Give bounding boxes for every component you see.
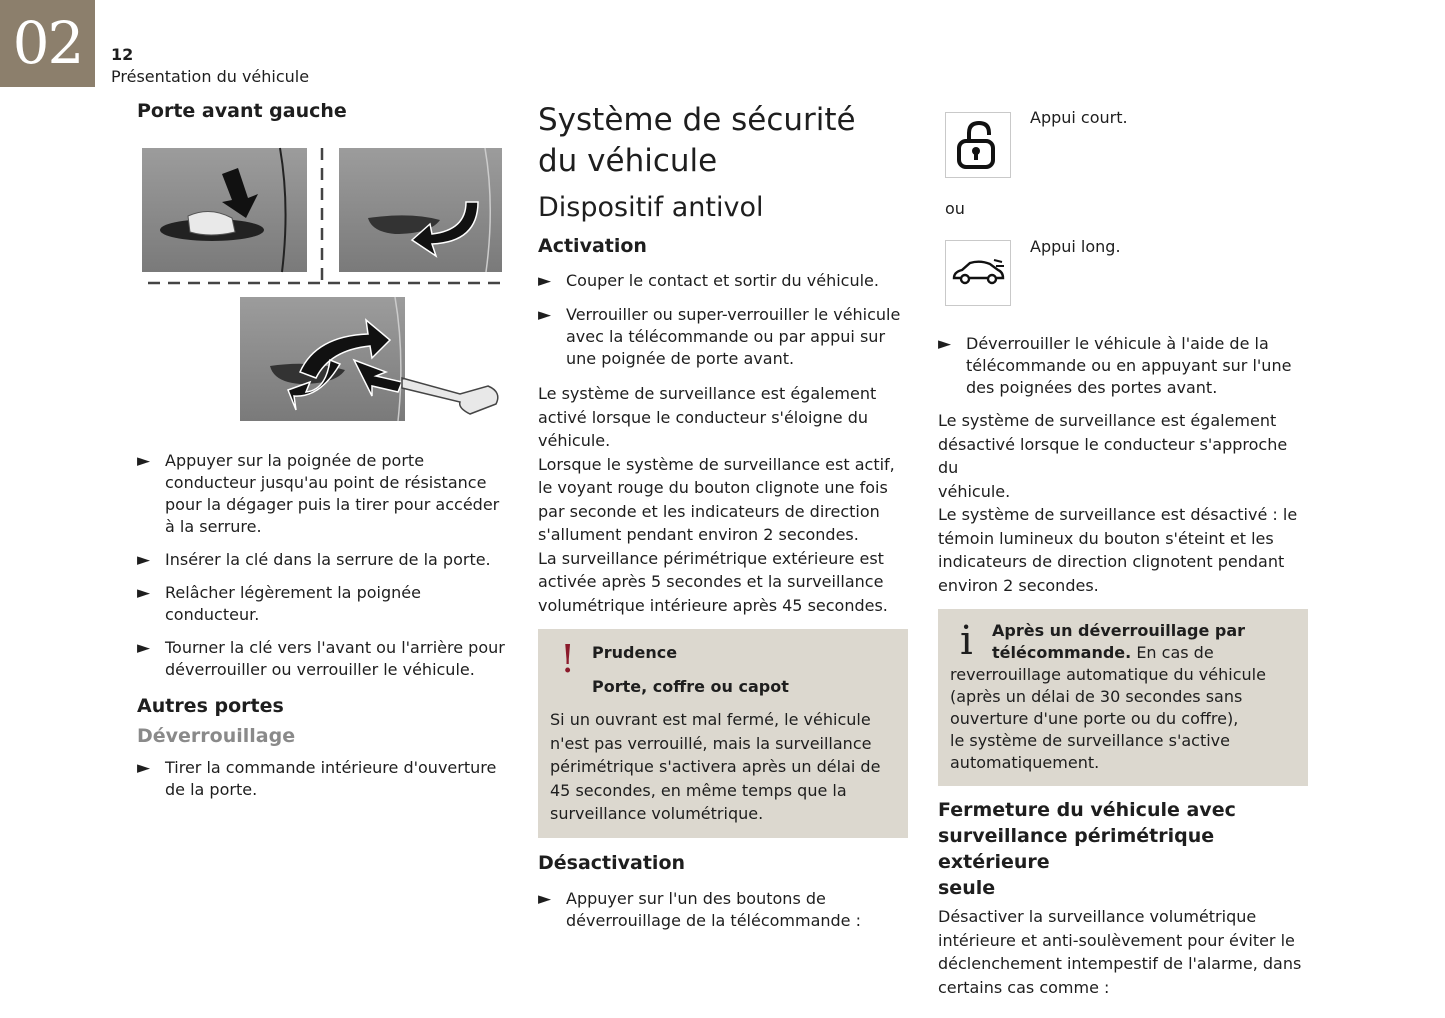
info-line: (après un délai de 30 secondes sans — [950, 687, 1243, 706]
bullet-text: Insérer la clé dans la serrure de la porte. — [165, 550, 491, 569]
bullet-text: Tirer la commande intérieure d'ouverture de la porte. — [165, 758, 497, 799]
activation-bullet — [538, 270, 910, 292]
bullet-arrow-icon: ► — [137, 451, 151, 471]
step-3-panel — [240, 297, 498, 421]
or-label: ou — [945, 199, 965, 218]
paragraph-line: intérieure et anti-soulèvement pour éviter le — [938, 930, 1295, 950]
left-column-text — [137, 450, 512, 801]
deactivation-heading: Désactivation — [538, 851, 686, 874]
closing-paragraph — [938, 905, 1310, 999]
bullet-arrow-icon: ► — [538, 305, 552, 325]
paragraph-line: La surveillance périmétrique extérieure est — [538, 548, 884, 568]
other-doors-heading: Autres portes — [137, 695, 284, 717]
step-2-panel — [339, 148, 502, 272]
closing-heading-line: Fermeture du véhicule avec — [938, 799, 1236, 821]
padlock-open-icon — [955, 119, 1001, 171]
unlock-bullet — [938, 333, 1310, 399]
info-bold-text: Après un déverrouillage par — [992, 621, 1246, 640]
paragraph-line: certains cas comme : — [938, 977, 1110, 997]
unlock-icon-box — [945, 112, 1011, 178]
paragraph-line: témoin lumineux du bouton s'éteint et les — [938, 528, 1274, 548]
paragraph-line: indicateurs de direction clignotent pendant — [938, 552, 1285, 571]
paragraph-line: s'allument pendant environ 2 secondes. — [538, 525, 859, 544]
chapter-tab: 02 — [0, 0, 95, 87]
caution-icon: ! — [560, 637, 576, 681]
paragraph-line: par seconde et les indicateurs de direction — [538, 501, 880, 521]
info-line: automatiquement. — [950, 753, 1100, 772]
bullet-text: Déverrouiller le véhicule à l'aide de la télécommande ou en appuyant sur l'une des poignées des portes avant. — [966, 334, 1292, 397]
long-press-label: Appui long. — [1030, 237, 1121, 256]
bullet-text: Tourner la clé vers l'avant ou l'arrière pour déverrouiller ou verrouiller le véhicule. — [165, 638, 505, 679]
bullet-text: Verrouiller ou super-verrouiller le véhicule avec la télécommande ou par appui sur une poignée de porte avant. — [566, 305, 901, 368]
middle-column — [538, 100, 910, 932]
info-icon: i — [960, 618, 973, 664]
activation-bullet — [538, 304, 910, 370]
door-handle-illustration — [140, 146, 510, 426]
bullet-arrow-icon: ► — [137, 758, 151, 778]
caution-line: périmétrique s'activera après un délai de — [550, 757, 881, 776]
bullet-arrow-icon: ► — [538, 271, 552, 291]
bullet-arrow-icon: ► — [137, 583, 151, 603]
car-icon — [950, 258, 1006, 288]
deactivation-paragraph — [938, 409, 1310, 597]
info-text: En cas de — [1131, 643, 1214, 662]
paragraph-line: Désactiver la surveillance volumétrique — [938, 907, 1257, 926]
paragraph-line: véhicule. — [538, 431, 611, 450]
bullet-arrow-icon: ► — [137, 550, 151, 570]
activation-heading: Activation — [538, 235, 647, 257]
paragraph-line: activé lorsque le conducteur s'éloigne du — [538, 407, 868, 427]
paragraph-line: désactivé lorsque le conducteur s'approche du — [938, 434, 1288, 477]
section-main-title: Système de sécurité du véhicule — [538, 102, 856, 179]
caution-box — [538, 629, 908, 838]
paragraph-line: Lorsque le système de surveillance est actif, — [538, 454, 895, 474]
left-bullet — [137, 637, 512, 681]
caution-line: 45 secondes, en même temps que la — [550, 780, 847, 800]
info-line: le système de surveillance s'active — [950, 731, 1230, 750]
paragraph-line: le voyant rouge du bouton clignote une fois — [538, 478, 888, 497]
paragraph-line: Le système de surveillance est désactivé : le — [938, 505, 1298, 524]
paragraph-line: volumétrique intérieure après 45 secondes. — [538, 595, 888, 615]
closing-heading-line: seule — [938, 877, 996, 899]
bullet-text: Appuyer sur l'un des boutons de déverrouillage de la télécommande : — [566, 888, 861, 930]
unlock-subheading: Déverrouillage — [137, 725, 296, 747]
closing-heading-line: surveillance périmétrique extérieure — [938, 825, 1215, 873]
short-press-label: Appui court. — [1030, 108, 1128, 127]
left-bullet — [137, 582, 512, 626]
deactivation-bullet — [538, 888, 910, 932]
bullet-text: Couper le contact et sortir du véhicule. — [566, 271, 879, 290]
info-bold-text: télécommande. — [992, 643, 1132, 662]
bullet-text: Appuyer sur la poignée de porte conducteur jusqu'au point de résistance pour la dégager puis la tirer pour accéder à la serrure. — [165, 451, 500, 536]
info-bold-line — [992, 620, 1296, 642]
activation-paragraph — [538, 382, 910, 617]
paragraph-line: environ 2 secondes. — [938, 575, 1099, 595]
paragraph-line: véhicule. — [938, 481, 1011, 501]
left-bullet — [137, 450, 512, 538]
bullet-text: Relâcher légèrement la poignée conducteur. — [165, 583, 421, 624]
caution-subtitle: Porte, coffre ou capot — [592, 676, 789, 696]
right-column — [938, 333, 1310, 999]
info-line: reverrouillage automatique du véhicule — [950, 665, 1266, 684]
info-box — [938, 609, 1308, 786]
section-title: Présentation du véhicule — [111, 67, 310, 86]
closing-heading — [938, 797, 1310, 901]
paragraph-line: activée après 5 secondes et la surveillance — [538, 572, 884, 591]
section-subtitle: Dispositif antivol — [538, 192, 764, 223]
caution-line: Si un ouvrant est mal fermé, le véhicule — [550, 710, 871, 729]
bullet-arrow-icon: ► — [137, 638, 151, 658]
step-1-panel — [142, 148, 307, 272]
page-number: 12 — [111, 45, 134, 64]
paragraph-line: déclenchement intempestif de l'alarme, dans — [938, 954, 1302, 973]
info-mixed-line — [992, 642, 1296, 664]
bullet-arrow-icon: ► — [938, 334, 952, 354]
bullet-arrow-icon: ► — [538, 888, 552, 909]
left-heading: Porte avant gauche — [137, 100, 347, 122]
paragraph-line: Le système de surveillance est également — [938, 411, 1277, 430]
caution-line: surveillance volumétrique. — [550, 804, 764, 823]
car-unlock-icon-box — [945, 240, 1011, 306]
left-bullet — [137, 757, 512, 801]
left-column — [137, 100, 512, 124]
paragraph-line: Le système de surveillance est également — [538, 384, 877, 403]
info-line: ouverture d'une porte ou du coffre), — [950, 709, 1239, 728]
left-bullet — [137, 549, 512, 571]
caution-title: Prudence — [592, 643, 678, 662]
caution-line: n'est pas verrouillé, mais la surveillance — [550, 733, 872, 753]
